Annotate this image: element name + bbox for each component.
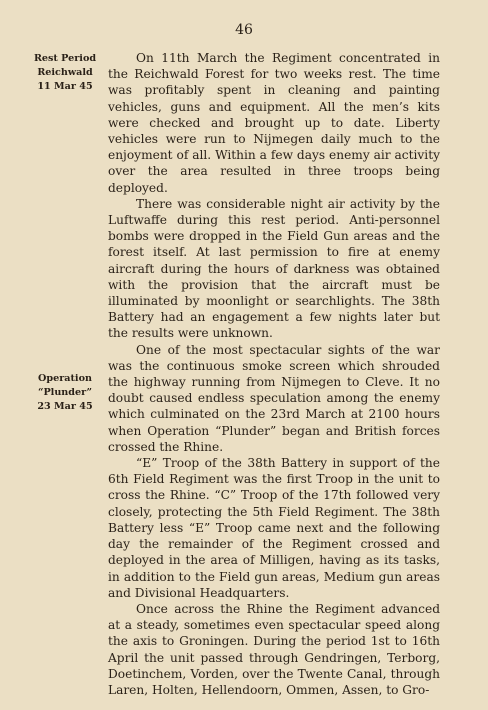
margin-note-line: 23 Mar 45 xyxy=(37,401,93,412)
paragraph: There was considerable night air activity by the Luftwaffe during this rest period. Anti-personnel bombs were dropped in the Field Gun areas and the forest itself. At last permission to fire at enemy aircraft during the hours of darkness was obtained with the provision that the aircraft must be illuminated by moonlight or searchlights. The 38th Battery had an engagement a few nights later but the results were unknown. xyxy=(108,196,440,341)
margin-note-line: “Plunder” xyxy=(37,387,93,398)
paragraph: One of the most spectacular sights of the war was the continuous smoke screen which shrouded the highway running from Nijmegen to Cleve. It no doubt caused endless speculation among the enemy which culminated on the 23rd March at 2100 hours when Operation “Plunder” began and British forces crossed the Rhine. xyxy=(108,342,440,454)
page-number: 46 xyxy=(235,22,253,38)
margin-note-line: Reichwald xyxy=(37,67,93,78)
margin-note-line: 11 Mar 45 xyxy=(37,81,93,92)
margin-note-operation-plunder xyxy=(24,372,106,414)
paragraph: On 11th March the Regiment concentrated in the Reichwald Forest for two weeks rest. The time was profitably spent in cleaning and painting vehicles, guns and equipment. All the men’s kits were checked and brought up to date. Liberty vehicles were run to Nijmegen daily much to the enjoyment of all. Within a few days enemy air activity over the area resulted in three troops being deployed. xyxy=(108,51,440,195)
body-text xyxy=(108,50,440,698)
margin-note-line: Rest Period xyxy=(33,53,97,64)
paragraph: “E” Troop of the 38th Battery in support of the 6th Field Regiment was the first Troop in the unit to cross the Rhine. “C” Troop of the 17th followed very closely, protecting the 5th Field Regiment. The 38th Battery less “E” Troop came next and the following day the remainder of the Regiment crossed and deployed in the area of Milligen, having as its tasks, in addition to the Field gun areas, Medium gun areas and Divisional Headquarters. xyxy=(108,456,440,600)
margin-note-line: Operation xyxy=(38,373,92,384)
paragraph: Once across the Rhine the Regiment advanced at a steady, sometimes even spectacular speed along the axis to Groningen. During the period 1st to 16th April the unit passed through Gendringen, Terborg, Doetinchem, Vorden, over the Twente Canal, through Laren, Holten, Hellendoorn, Ommen, Assen, to Gro- xyxy=(108,601,440,697)
margin-note-rest-period xyxy=(24,52,106,94)
